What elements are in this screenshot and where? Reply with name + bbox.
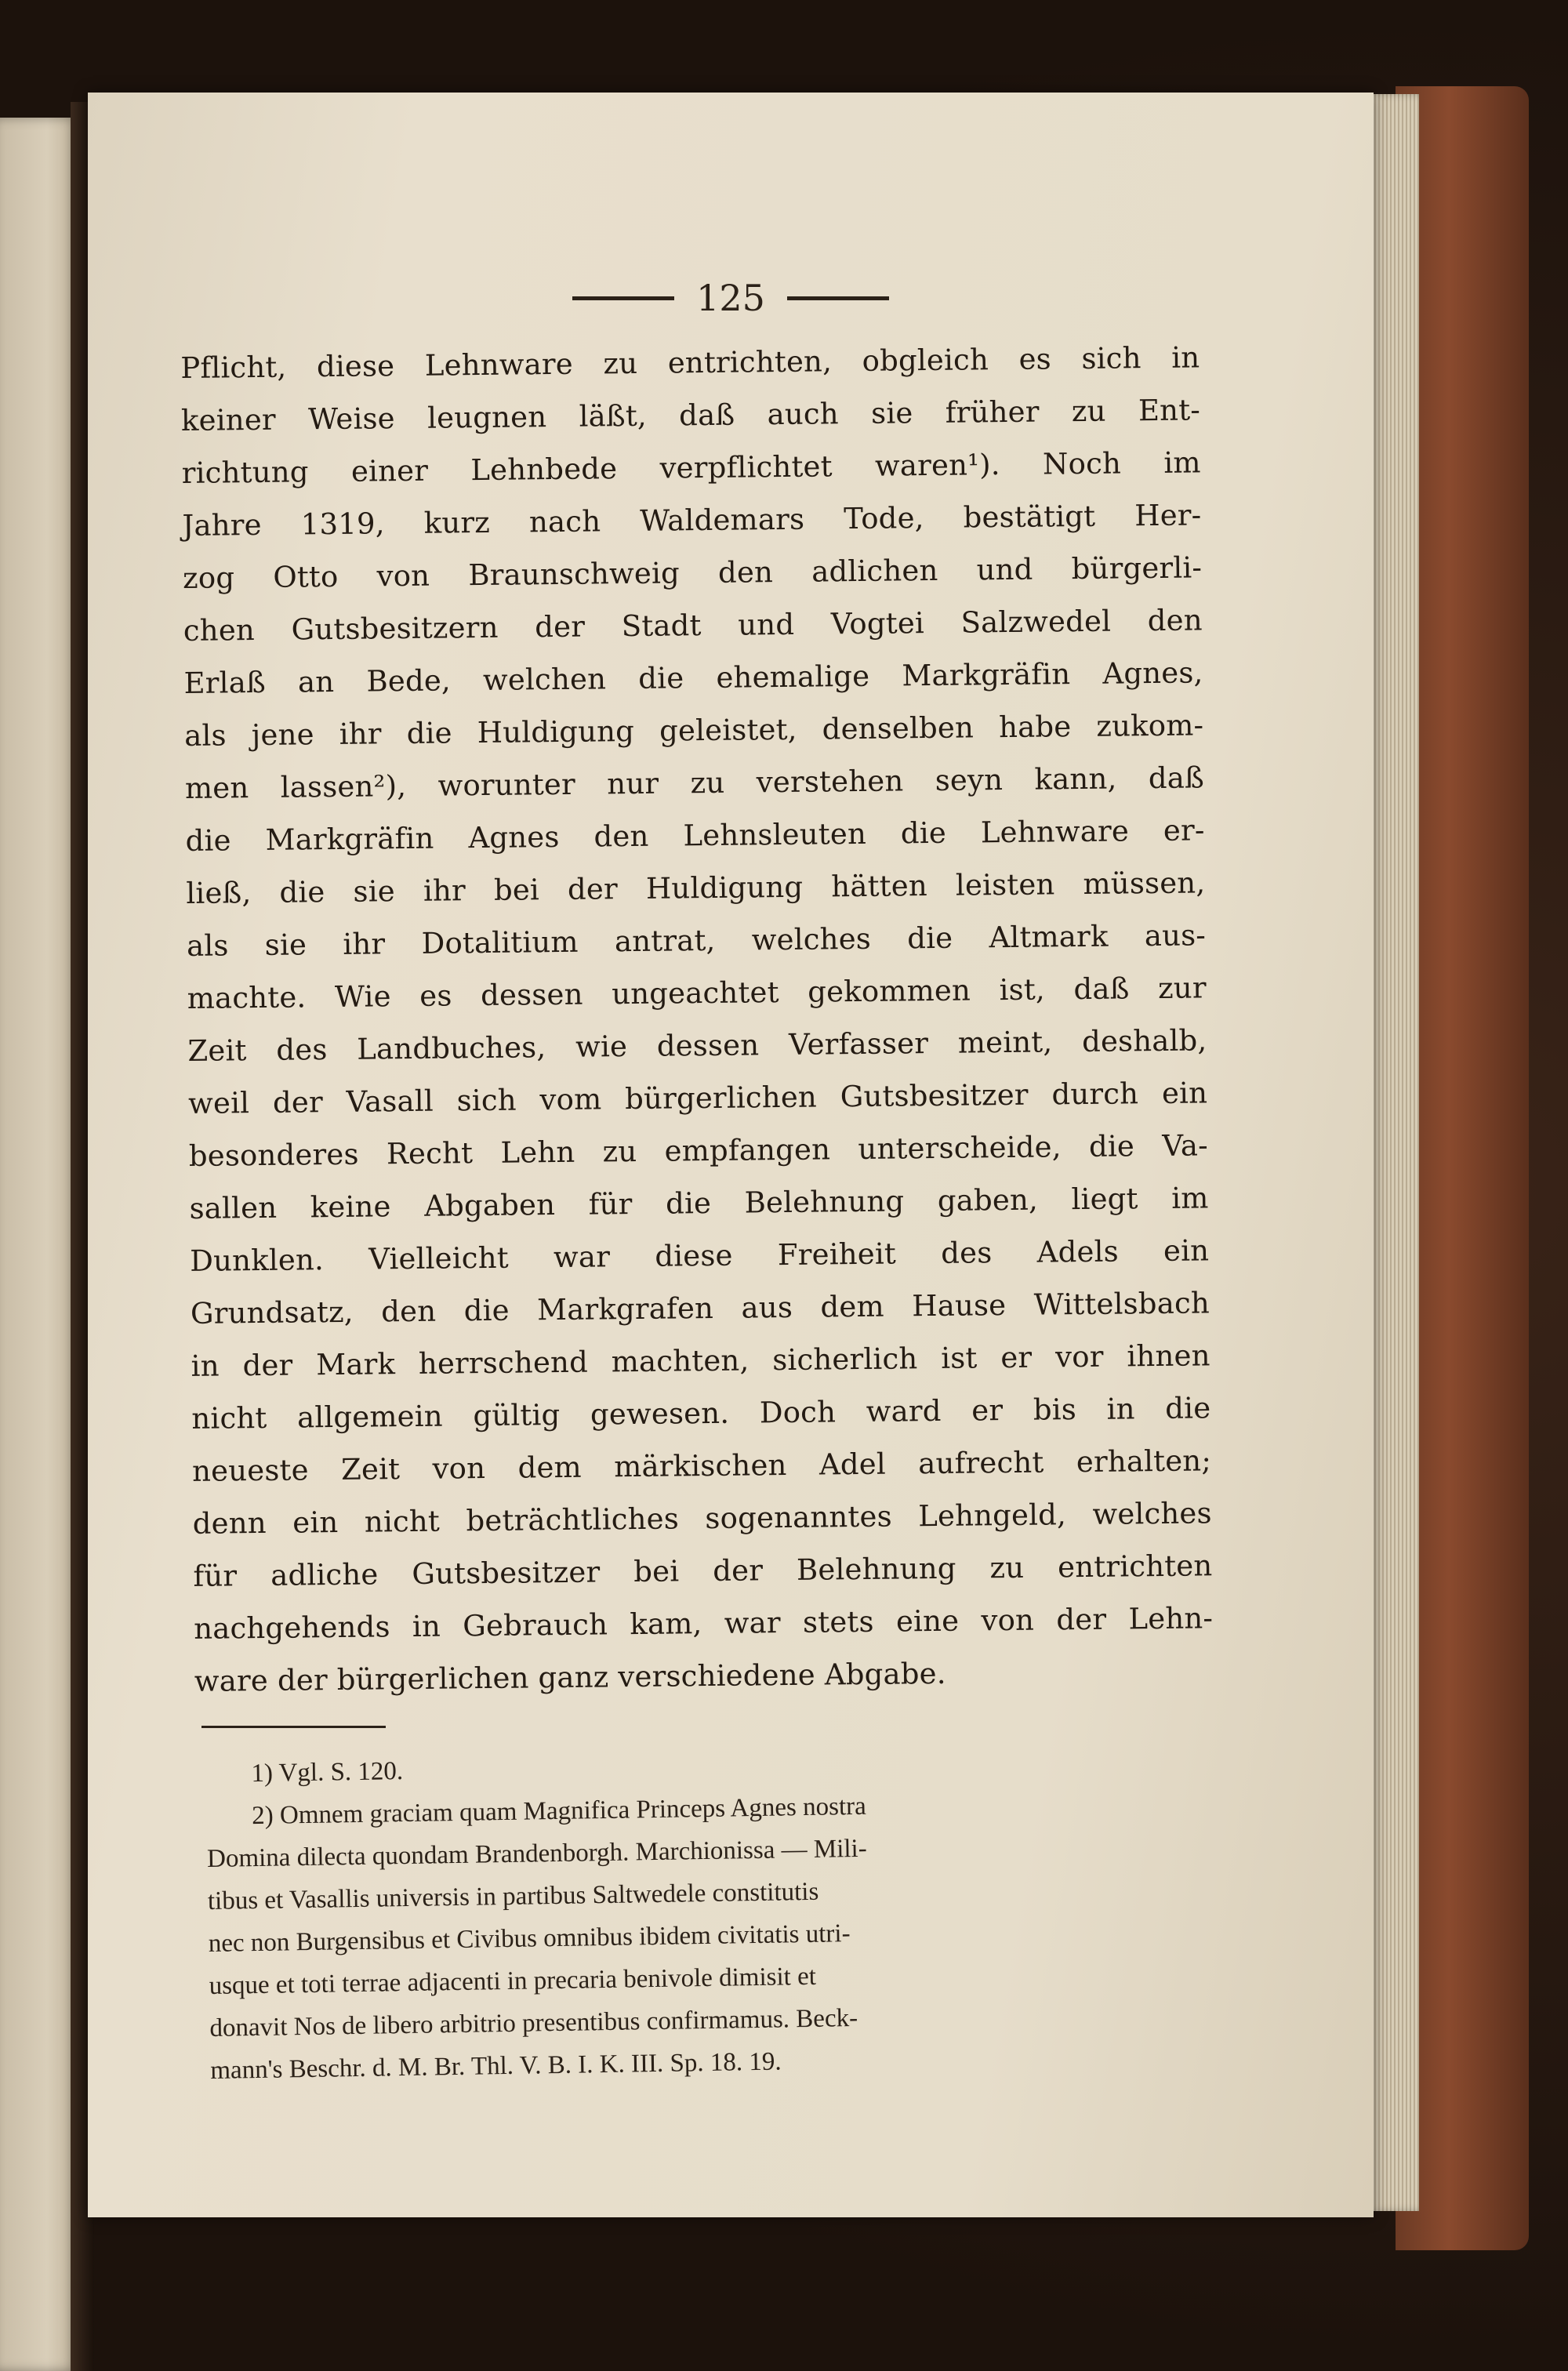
body-line: Zeit des Landbuches, wie dessen Verfasser meint, deshalb, [187, 1023, 1207, 1068]
body-line: Dunklen. Vielleicht war diese Freiheit des Adels ein [190, 1233, 1210, 1278]
body-line: Erlaß an Bede, welchen die ehemalige Markgräfin Agnes, [183, 655, 1203, 700]
body-line: zog Otto von Braunschweig den adlichen und bürgerli- [182, 550, 1203, 595]
body-line: als sie ihr Dotalitium antrat, welches die Altmark aus- [186, 918, 1207, 963]
footnote-line: 1) Vgl. S. 120. [251, 1757, 404, 1788]
body-line: die Markgräfin Agnes den Lehnsleuten die Lehnware er- [185, 813, 1205, 858]
header-rule-left [572, 296, 674, 300]
body-line: machte. Wie es dessen ungeachtet gekommen ist, daß zur [187, 971, 1207, 1015]
footnote-line: usque et toti terrae adjacenti in precaria benivole dimisit et [209, 1962, 817, 2000]
body-line: Grundsatz, den die Markgrafen aus dem Hause Wittelsbach [190, 1286, 1210, 1331]
book-page [88, 93, 1374, 2217]
body-line: neueste Zeit von dem märkischen Adel aufrecht erhalten; [191, 1443, 1212, 1488]
page-number: 125 [696, 277, 765, 319]
body-line: keiner Weise leugnen läßt, daß auch sie früher zu Ent- [180, 393, 1201, 438]
body-text [180, 331, 1214, 1708]
footnote-line: nec non Burgensibus et Civibus omnibus ibidem civitatis utri- [208, 1919, 851, 1958]
footnotes [205, 1737, 1222, 2092]
page-header [88, 277, 1374, 319]
footnote-separator [201, 1726, 386, 1728]
body-line: richtung einer Lehnbede verpflichtet waren¹). Noch im [181, 445, 1201, 490]
body-line: men lassen²), worunter nur zu verstehen seyn kann, daß [184, 761, 1205, 805]
body-line: Jahre 1319, kurz nach Waldemars Tode, bestätigt Her- [182, 498, 1202, 543]
body-line: Pflicht, diese Lehnware zu entrichten, obgleich es sich in [180, 340, 1200, 385]
body-line: für adliche Gutsbesitzer bei der Belehnung zu entrichten [193, 1549, 1213, 1593]
footnote-line: Domina dilecta quondam Brandenborgh. Marchionissa — Mili- [206, 1834, 867, 1873]
footnote-line: 2) Omnem graciam quam Magnifica Princeps Agnes nostra [251, 1792, 866, 1831]
body-line: denn ein nicht beträchtliches sogenanntes Lehngeld, welches [192, 1496, 1212, 1541]
footnote-line: donavit Nos de libero arbitrio presentibus confirmamus. Beck- [209, 2003, 858, 2042]
body-line: ware der bürgerlichen ganz verschiedene Abgabe. [194, 1656, 946, 1698]
header-rule-right [787, 296, 889, 300]
body-line: als jene ihr die Huldigung geleistet, denselben habe zukom- [184, 708, 1204, 753]
body-line: nicht allgemein gültig gewesen. Doch ward er bis in die [191, 1391, 1211, 1436]
body-line: sallen keine Abgaben für die Belehnung gaben, liegt im [189, 1181, 1209, 1225]
body-line: weil der Vasall sich vom bürgerlichen Gutsbesitzer durch ein [187, 1076, 1208, 1120]
body-line: besonderes Recht Lehn zu empfangen unterscheide, die Va- [188, 1128, 1209, 1173]
body-line: ließ, die sie ihr bei der Huldigung hätten leisten müssen, [186, 866, 1206, 910]
left-page-edge [0, 118, 78, 2371]
footnote-line: mann's Beschr. d. M. Br. Thl. V. B. I. K. III. Sp. 18. 19. [210, 2047, 782, 2085]
footnote-line: tibus et Vasallis universis in partibus Saltwedele constitutis [207, 1877, 819, 1915]
body-line: in der Mark herrschend machten, sicherlich ist er vor ihnen [191, 1338, 1210, 1383]
body-line: nachgehends in Gebrauch kam, war stets eine von der Lehn- [193, 1601, 1214, 1646]
body-line: chen Gutsbesitzern der Stadt und Vogtei Salzwedel den [183, 603, 1203, 648]
